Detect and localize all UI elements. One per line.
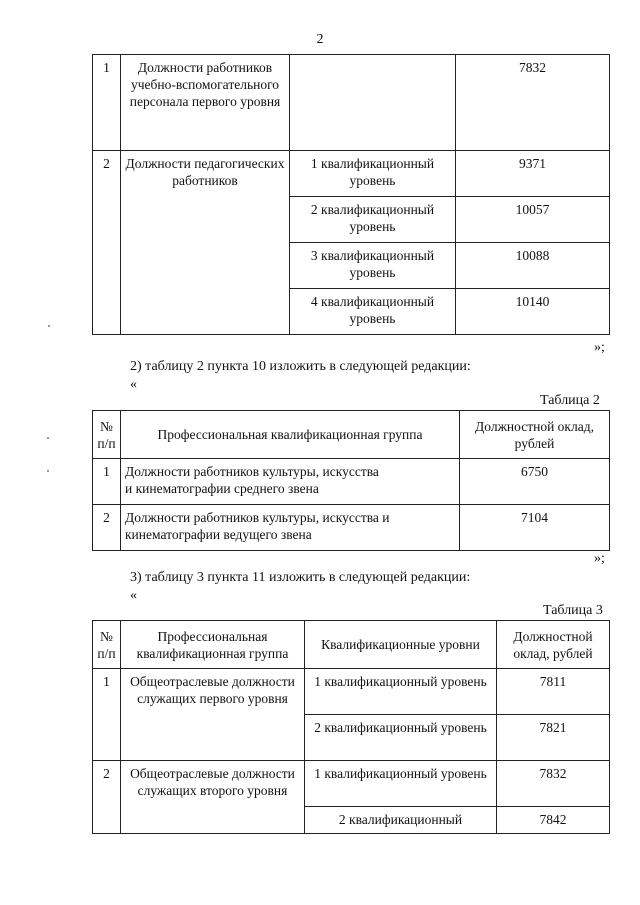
header-group: Профессиональная квалификационная группа xyxy=(121,621,305,669)
opening-quote: « xyxy=(130,588,137,603)
table-row xyxy=(93,151,610,197)
table-3-caption: Таблица 3 xyxy=(543,603,603,618)
table-row xyxy=(93,459,610,505)
header-salary: Должностной оклад, рублей xyxy=(497,621,610,669)
level-cell: 1 квалификационный уровень xyxy=(305,761,497,807)
closing-quote: »; xyxy=(594,340,605,355)
salary-cell: 10088 xyxy=(456,243,610,289)
table-2-caption: Таблица 2 xyxy=(540,393,600,408)
header-num: № п/п xyxy=(93,411,121,459)
salary-cell: 7842 xyxy=(497,807,610,834)
salary-cell: 7832 xyxy=(497,761,610,807)
table-header-row xyxy=(93,411,610,459)
level-cell: 2 квалификационный уровень xyxy=(305,715,497,761)
level-cell: 2 квалификационный xyxy=(305,807,497,834)
table-3 xyxy=(92,620,610,834)
table-2 xyxy=(92,410,610,551)
table-row xyxy=(93,669,610,715)
level-cell: 1 квалификационный уровень xyxy=(305,669,497,715)
group-cell: Должности работников учебно-вспомогательного персонала первого уровня xyxy=(121,55,290,151)
table-1 xyxy=(92,54,610,335)
row-number: 1 xyxy=(93,55,121,151)
level-cell: 3 квалификационный уровень xyxy=(290,243,456,289)
scan-speck xyxy=(47,470,49,472)
row-number: 2 xyxy=(93,151,121,335)
group-cell: Общеотраслевые должности служащих второго уровня xyxy=(121,761,305,834)
level-cell: 4 квалификационный уровень xyxy=(290,289,456,335)
salary-cell: 10057 xyxy=(456,197,610,243)
salary-cell: 6750 xyxy=(460,459,610,505)
row-number: 2 xyxy=(93,761,121,834)
level-cell: 2 квалификационный уровень xyxy=(290,197,456,243)
row-number: 1 xyxy=(93,669,121,761)
group-line: Должности работников культуры, искусства и xyxy=(125,510,390,525)
table-row xyxy=(93,761,610,807)
group-cell: Общеотраслевые должности служащих первого уровня xyxy=(121,669,305,761)
row-number: 2 xyxy=(93,505,121,551)
salary-cell: 7832 xyxy=(456,55,610,151)
table-row xyxy=(93,505,610,551)
header-salary: Должностной оклад, рублей xyxy=(460,411,610,459)
row-number: 1 xyxy=(93,459,121,505)
closing-quote: »; xyxy=(594,551,605,566)
group-cell: Должности педагогических работников xyxy=(121,151,290,335)
salary-cell: 7104 xyxy=(460,505,610,551)
page-number: 2 xyxy=(316,32,324,47)
table-header-row xyxy=(93,621,610,669)
scan-speck xyxy=(47,437,49,439)
group-line: кинематографии ведущего звена xyxy=(125,527,312,542)
header-group: Профессиональная квалификационная группа xyxy=(121,411,460,459)
salary-cell: 10140 xyxy=(456,289,610,335)
level-cell: 1 квалификационный уровень xyxy=(290,151,456,197)
level-cell xyxy=(290,55,456,151)
group-cell xyxy=(121,505,460,551)
group-line: Должности работников культуры, искусства xyxy=(125,464,379,479)
group-cell xyxy=(121,459,460,505)
salary-cell: 7821 xyxy=(497,715,610,761)
scan-speck xyxy=(48,325,50,327)
paragraph-3: 3) таблицу 3 пункта 11 изложить в следующей редакции: xyxy=(130,570,471,585)
header-level: Квалификационные уровни xyxy=(305,621,497,669)
table-row xyxy=(93,55,610,151)
group-line: и кинематографии среднего звена xyxy=(125,481,319,496)
paragraph-2: 2) таблицу 2 пункта 10 изложить в следующей редакции: xyxy=(130,359,471,374)
salary-cell: 9371 xyxy=(456,151,610,197)
salary-cell: 7811 xyxy=(497,669,610,715)
header-num: № п/п xyxy=(93,621,121,669)
opening-quote: « xyxy=(130,377,137,392)
